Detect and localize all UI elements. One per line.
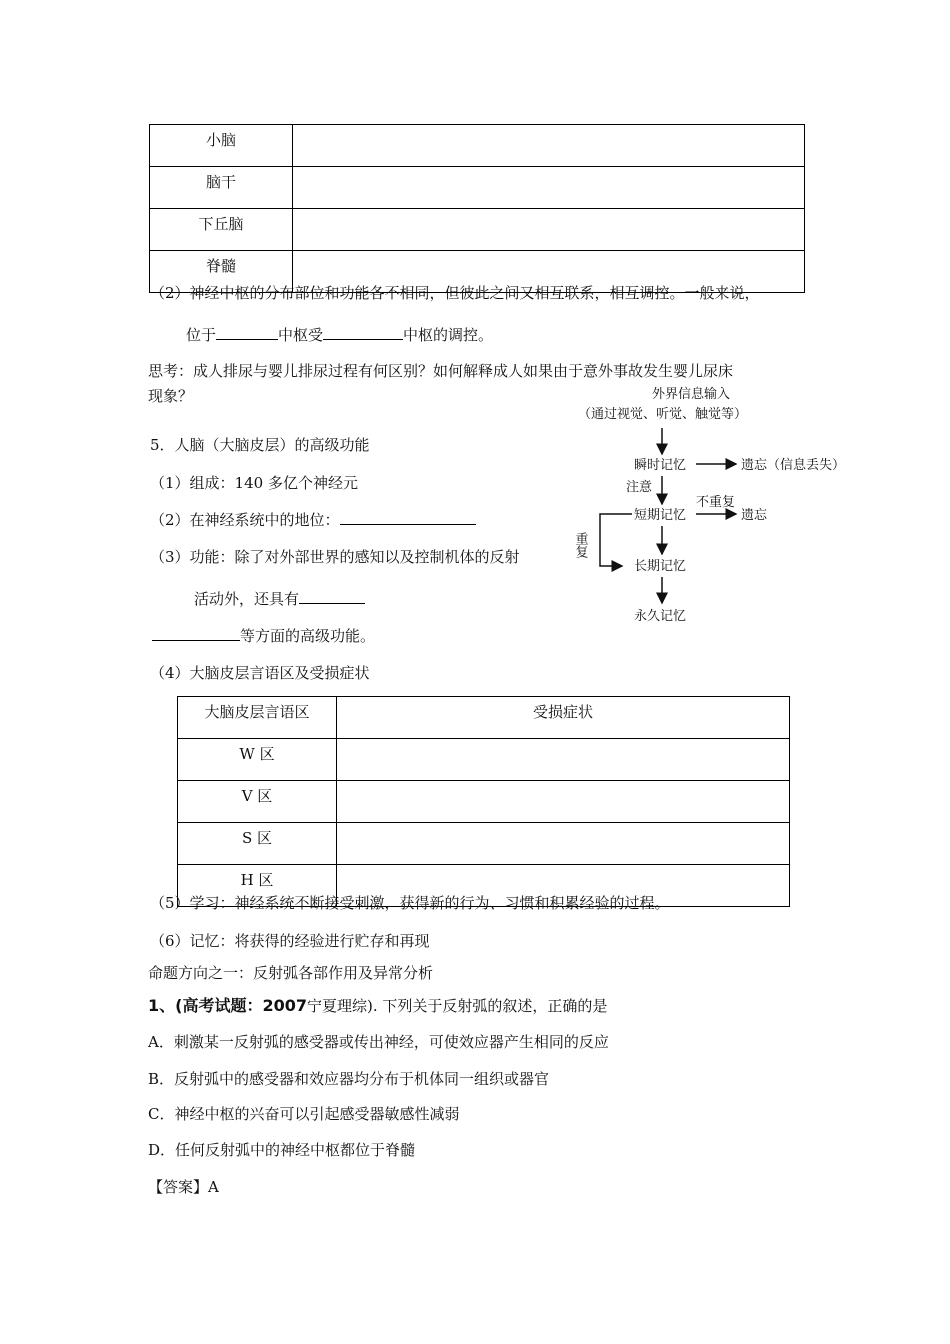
table-cell-label: 下丘脑	[150, 209, 293, 251]
para2-text-a: 位于	[186, 326, 217, 344]
table-cell-blank	[337, 739, 790, 781]
table-row	[150, 167, 805, 209]
diagram-sensory: 瞬时记忆	[634, 458, 687, 473]
fill-blank[interactable]	[323, 325, 403, 340]
para2-line1: （2）神经中枢的分布部位和功能各不相同，但彼此之间又相互联系，相互调控。一般来说，	[150, 284, 760, 302]
table-cell-label: 脊髓	[150, 251, 293, 293]
option-b[interactable]: B．反射弧中的感受器和效应器均分布于机体同一组织或器官	[148, 1070, 550, 1088]
fill-blank[interactable]	[340, 510, 476, 525]
question-stem-text: ). 下列关于反射弧的叙述，正确的是	[367, 997, 608, 1015]
table-cell-label: S 区	[178, 823, 337, 865]
section5-item4: （4）大脑皮层言语区及受损症状	[150, 664, 370, 682]
table-row	[178, 823, 790, 865]
para2-text-c: 中枢的调控。	[403, 326, 494, 344]
option-d[interactable]: D．任何反射弧中的神经中枢都位于脊髓	[148, 1141, 416, 1159]
table-cell-label: H 区	[178, 865, 337, 907]
table-cell-blank	[293, 167, 805, 209]
diagram-repeat: 重复	[572, 532, 588, 558]
table-cell-blank	[337, 823, 790, 865]
table-cell-blank	[293, 209, 805, 251]
question-stem	[148, 993, 607, 1016]
para2-line2	[186, 324, 493, 345]
question-prefix: 1、(高考试题：2007	[148, 996, 307, 1015]
table-row	[150, 209, 805, 251]
think-line1: 思考：成人排尿与婴儿排尿过程有何区别？如何解释成人如果由于意外事故发生婴儿尿床	[148, 362, 734, 380]
section5-item3-line3	[152, 625, 375, 646]
section5-item6: （6）记忆：将获得的经验进行贮存和再现	[150, 932, 430, 950]
section5-item3-end: 等方面的高级功能。	[240, 627, 376, 645]
diagram-forget1: 遗忘（信息丢失）	[741, 458, 846, 473]
table-header-cell: 受损症状	[337, 697, 790, 739]
option-a[interactable]: A．刺激某一反射弧的感受器或传出神经，可使效应器产生相同的反应	[148, 1033, 609, 1051]
table-row	[150, 125, 805, 167]
diagram-input-label: 外界信息输入	[652, 387, 731, 402]
table-cell-label: V 区	[178, 781, 337, 823]
fill-blank[interactable]	[152, 626, 240, 641]
table-cell-blank	[337, 781, 790, 823]
table-cell-label: 脑干	[150, 167, 293, 209]
section5-item1: （1）组成：140 多亿个神经元	[150, 474, 358, 492]
table-header-cell: 大脑皮层言语区	[178, 697, 337, 739]
table-cell-label: W 区	[178, 739, 337, 781]
question-source: 宁夏理综	[306, 997, 367, 1015]
diagram-long: 长期记忆	[634, 559, 687, 574]
section5-item2-text: （2）在神经系统中的地位：	[150, 511, 340, 529]
diagram-attention: 注意	[626, 480, 653, 495]
diagram-no-repeat: 不重复	[696, 495, 736, 510]
answer-text: 【答案】A	[148, 1178, 219, 1196]
section5-item3-line1: （3）功能：除了对外部世界的感知以及控制机体的反射	[150, 548, 520, 566]
table-header-row	[178, 697, 790, 739]
table-row	[178, 781, 790, 823]
diagram-input-sub: （通过视觉、听觉、触觉等）	[578, 407, 748, 422]
fill-blank[interactable]	[299, 589, 365, 604]
section5-item3-text: 活动外，还具有	[194, 590, 300, 608]
diagram-short: 短期记忆	[634, 508, 687, 523]
section5-item2	[150, 509, 476, 530]
table-row	[178, 739, 790, 781]
section5-item3-line2	[194, 588, 365, 609]
diagram-forget2: 遗忘	[741, 508, 768, 523]
table-cell-blank	[293, 125, 805, 167]
repeat-loop-arrow	[600, 514, 632, 566]
memory-flow-diagram	[570, 384, 850, 629]
brain-parts-table	[149, 124, 805, 293]
think-line2: 现象？	[148, 387, 194, 405]
para2-text-b: 中枢受	[278, 326, 324, 344]
speech-area-table	[177, 696, 790, 907]
fill-blank[interactable]	[216, 325, 278, 340]
question-direction: 命题方向之一：反射弧各部作用及异常分析	[148, 964, 434, 982]
section5-title: 5．人脑（大脑皮层）的高级功能	[150, 436, 370, 454]
section5-item5: （5）学习：神经系统不断接受刺激，获得新的行为、习惯和积累经验的过程。	[150, 894, 670, 912]
diagram-permanent: 永久记忆	[634, 609, 687, 624]
option-c[interactable]: C．神经中枢的兴奋可以引起感受器敏感性减弱	[148, 1105, 460, 1123]
table-cell-label: 小脑	[150, 125, 293, 167]
